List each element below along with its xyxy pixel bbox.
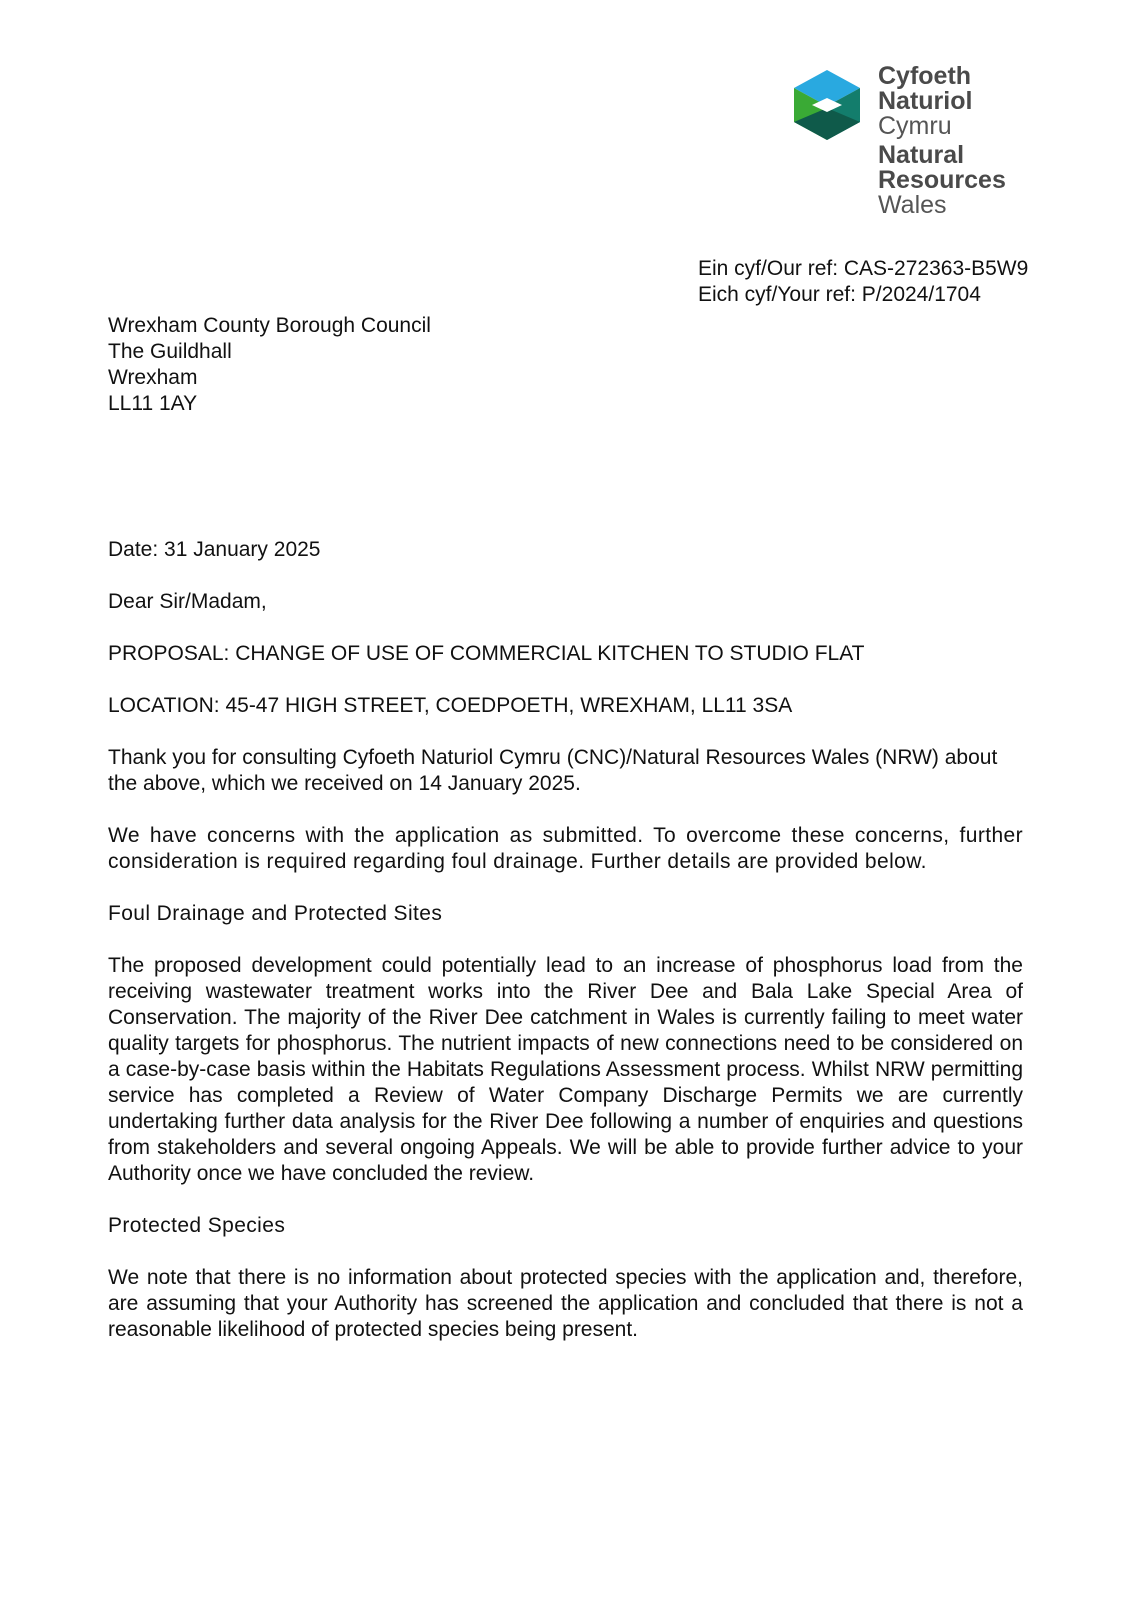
- address-line-2: The Guildhall: [108, 340, 232, 363]
- protected-species-paragraph: We note that there is no information about protected species with the application and, therefore, are assuming that your Authority has screened the application and concluded that there is not a reasonable likelihood of protected species being present.: [108, 1266, 1023, 1341]
- section-heading-foul-drainage: Foul Drainage and Protected Sites: [108, 902, 443, 925]
- foul-drainage-paragraph: The proposed development could potentially lead to an increase of phosphorus load from the receiving wastewater treatment works into the River Dee and Bala Lake Special Area of Conservation. The majority of the River Dee catchment in Wales is currently failing to meet water quality targets for phosphorus. The nutrient impacts of new connections need to be considered on a case-by-case basis within the Habitats Regulations Assessment process. Whilst NRW permitting service has completed a Review of Water Company Discharge Permits we are currently undertaking further data analysis for the River Dee following a number of enquiries and questions from stakeholders and several ongoing Appeals. We will be able to provide further advice to your Authority once we have concluded the review.: [108, 954, 1023, 1185]
- recipient-address: [108, 313, 431, 417]
- section-heading-protected-species: Protected Species: [108, 1214, 286, 1237]
- intro-paragraph: Thank you for consulting Cyfoeth Naturiol Cymru (CNC)/Natural Resources Wales (NRW) about the above, which we received on 14 January 2025.: [108, 746, 998, 795]
- logo-english-line-2: Resources: [878, 166, 1006, 194]
- concerns-paragraph: We have concerns with the application as submitted. To overcome these concerns, further consideration is required regarding foul drainage. Further details are provided below.: [108, 824, 1023, 873]
- logo-welsh-line-1: Cyfoeth: [878, 62, 972, 90]
- address-line-1: Wrexham County Borough Council: [108, 314, 431, 337]
- logo-welsh-line-3: Cymru: [878, 112, 952, 140]
- address-line-4: LL11 1AY: [108, 392, 198, 415]
- reference-block: [698, 256, 1028, 308]
- nrw-hexagon-logo-icon: [790, 68, 864, 142]
- logo-english-line-3: Wales: [878, 191, 947, 219]
- your-reference: Eich cyf/Your ref: P/2024/1704: [698, 283, 981, 306]
- logo-wordmark: [878, 64, 1006, 218]
- our-reference: Ein cyf/Our ref: CAS-272363-B5W9: [698, 257, 1029, 280]
- letter-date: Date: 31 January 2025: [108, 538, 321, 561]
- nrw-logo: [790, 64, 1030, 224]
- location-line: LOCATION: 45-47 HIGH STREET, COEDPOETH, WREXHAM, LL11 3SA: [108, 694, 793, 717]
- proposal-line: PROPOSAL: CHANGE OF USE OF COMMERCIAL KITCHEN TO STUDIO FLAT: [108, 642, 865, 665]
- address-line-3: Wrexham: [108, 366, 198, 389]
- logo-english-line-1: Natural: [878, 141, 965, 169]
- salutation: Dear Sir/Madam,: [108, 590, 267, 613]
- logo-welsh-line-2: Naturiol: [878, 87, 973, 115]
- letter-body: [108, 537, 1023, 1369]
